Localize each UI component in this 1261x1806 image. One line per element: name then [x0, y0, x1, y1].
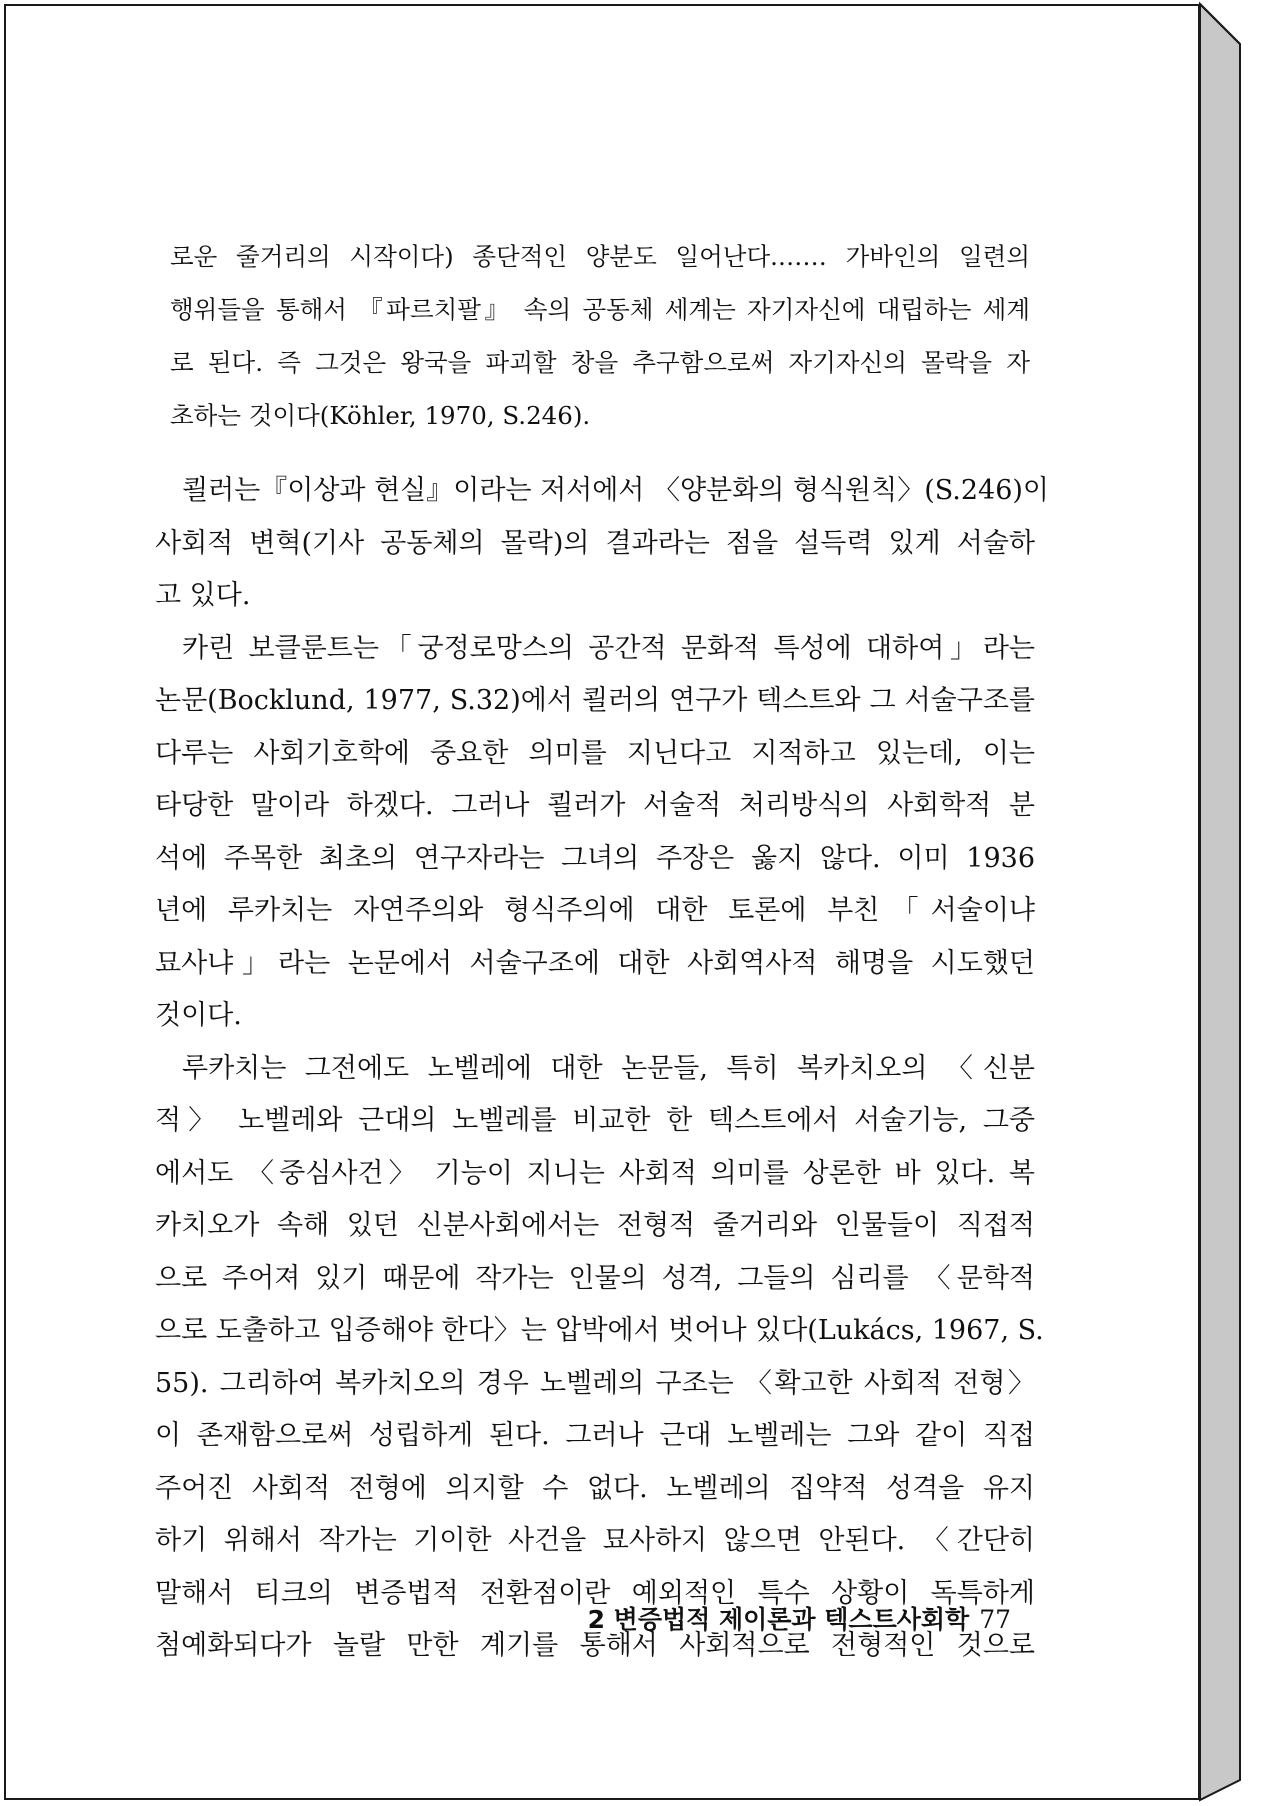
body-line: 타당한 말이라 하겠다. 그러나 쾰러가 서술적 처리방식의 사회학적 분 — [155, 790, 1035, 821]
body-line: 년에 루카치는 자연주의와 형식주의에 대한 토론에 부친「서술이냐 — [155, 895, 1035, 926]
body-line: 논문(Bocklund, 1977, S.32)에서 쾰러의 연구가 텍스트와 그 서술구조를 — [155, 685, 1035, 716]
body-line: 55). 그리하여 복카치오의 경우 노벨레의 구조는 〈확고한 사회적 전형〉 — [155, 1367, 1035, 1399]
body-line: 것이다. — [155, 1000, 242, 1031]
page-stack-edge — [1196, 0, 1261, 1806]
quote-line: 행위들을 통해서 『파르치팔』 속의 공동체 세계는 자기자신에 대립하는 세계 — [170, 295, 1030, 324]
page-number: 77 — [979, 1605, 1011, 1634]
quote-line: 로 된다. 즉 그것은 왕국을 파괴할 창을 추구함으로써 자기자신의 몰락을 자 — [170, 348, 1030, 377]
body-line: 첨예화되다가 놀랄 만한 계기를 통해서 사회적으로 전형적인 것으로 — [155, 1630, 1035, 1661]
body-line: 주어진 사회적 전형에 의지할 수 없다. 노벨레의 집약적 성격을 유지 — [155, 1472, 1035, 1504]
body-line: 으로 주어져 있기 때문에 작가는 인물의 성격, 그들의 심리를 〈문학적 — [155, 1262, 1035, 1294]
body-line: 이 존재함으로써 성립하게 된다. 그러나 근대 노벨레는 그와 같이 직접 — [155, 1420, 1035, 1451]
page-footer — [588, 1600, 1011, 1636]
body-line: 사회적 변혁(기사 공동체의 몰락)의 결과라는 점을 설득력 있게 서술하 — [155, 527, 1035, 559]
quote-line: 로운 줄거리의 시작이다) 종단적인 양분도 일어난다.…… 가바인의 일련의 — [170, 242, 1030, 271]
body-text — [155, 465, 1050, 1673]
body-line: 다루는 사회기호학에 중요한 의미를 지닌다고 지적하고 있는데, 이는 — [155, 737, 1035, 769]
body-line: 적〉 노벨레와 근대의 노벨레를 비교한 한 텍스트에서 서술기능, 그중 — [155, 1105, 1035, 1136]
body-line: 카린 보클룬트는「궁정로망스의 공간적 문화적 특성에 대하여」라는 — [182, 632, 1035, 664]
body-line: 카치오가 속해 있던 신분사회에서는 전형적 줄거리와 인물들이 직접적 — [155, 1210, 1035, 1241]
body-line: 묘사냐」라는 논문에서 서술구조에 대한 사회역사적 해명을 시도했던 — [155, 947, 1035, 979]
body-line: 으로 도출하고 입증해야 한다〉는 압박에서 벗어나 있다(Lukács, 1967, S. — [155, 1315, 1044, 1346]
body-line: 석에 주목한 최초의 연구자라는 그녀의 주장은 옳지 않다. 이미 1936 — [155, 842, 1035, 874]
body-line: 쾰러는『이상과 현실』이라는 저서에서 〈양분화의 형식원칙〉(S.246)이 — [182, 475, 1050, 506]
running-head: 2 변증법적 제이론과 텍스트사회학 — [587, 1605, 970, 1634]
body-line: 하기 위해서 작가는 기이한 사건을 묘사하지 않으면 안된다. 〈간단히 — [155, 1525, 1035, 1556]
body-line: 에서도 〈중심사건〉 기능이 지니는 사회적 의미를 상론한 바 있다. 복 — [155, 1157, 1035, 1189]
body-line: 고 있다. — [155, 580, 251, 611]
body-line: 루카치는 그전에도 노벨레에 대한 논문들, 특히 복카치오의 〈신분 — [182, 1052, 1035, 1084]
block-quote — [170, 230, 1030, 442]
body-line: 말해서 티크의 변증법적 전환점이란 예외적인 특수 상황이 독특하게 — [155, 1577, 1035, 1609]
quote-line: 초하는 것이다(Köhler, 1970, S.246). — [170, 401, 591, 430]
